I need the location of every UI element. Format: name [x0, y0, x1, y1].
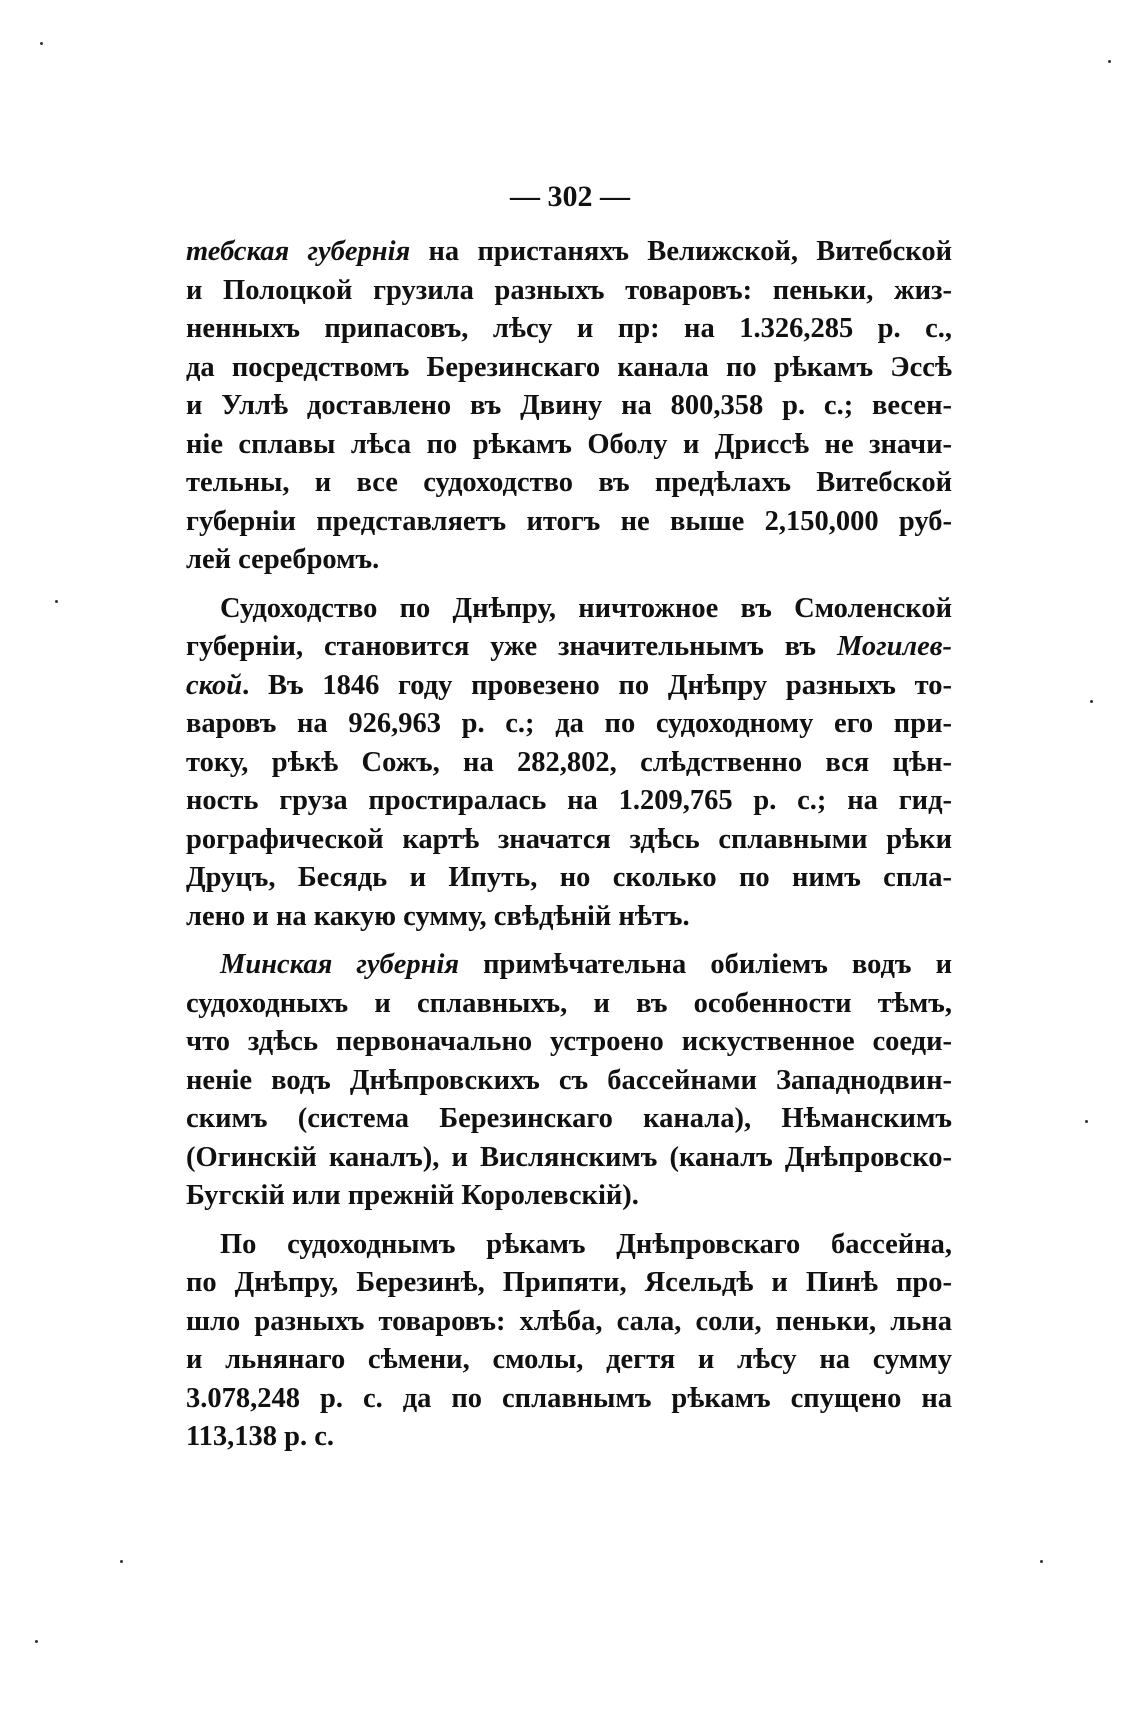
text-line	[186, 590, 952, 629]
italic-text: тебская губернія	[186, 236, 411, 267]
text-run: Бугскій или прежній Королевскій).	[186, 1180, 639, 1211]
text-line	[186, 541, 952, 580]
paragraph	[186, 1226, 952, 1457]
text-line	[186, 782, 952, 821]
scan-speck	[1108, 60, 1111, 63]
text-run: и Полоцкой грузила разныхъ товаровъ: пеньки, жиз-	[186, 274, 952, 306]
scan-speck	[1090, 700, 1093, 703]
text-run: току, рѣкѣ Сожъ, на 282,802, слѣдственно вся цѣн-	[186, 746, 952, 778]
text-run: ненныхъ припасовъ, лѣсу и пр: на 1.326,285 р. с.,	[186, 313, 952, 344]
text-line	[186, 898, 952, 937]
text-run: 113,138 р. с.	[186, 1421, 335, 1452]
text-line	[186, 1139, 952, 1178]
text-line	[186, 1303, 952, 1342]
text-line	[186, 821, 952, 860]
text-line	[186, 744, 952, 783]
scan-speck	[35, 1640, 38, 1643]
scan-speck	[1040, 1560, 1043, 1563]
text-line	[186, 667, 952, 706]
text-line	[186, 464, 952, 503]
text-line	[186, 1418, 952, 1457]
text-line	[186, 272, 952, 311]
italic-text: Могилев-	[836, 631, 952, 662]
text-run: рографической картѣ значатся здѣсь сплавными рѣки	[186, 823, 952, 855]
scan-speck	[55, 600, 58, 603]
text-line	[186, 1380, 952, 1419]
text-run: . Въ 1846 году провезено по Днѣпру разныхъ то-	[242, 669, 952, 701]
text-line	[186, 859, 952, 898]
text-run: примѣчательна обиліемъ водъ и	[459, 949, 952, 980]
text-run: да посредствомъ Березинскаго канала по рѣкамъ Эссѣ	[186, 351, 952, 383]
text-run: шло разныхъ товаровъ: хлѣба, сала, соли, пеньки, льна	[186, 1305, 952, 1337]
paragraph	[186, 590, 952, 937]
text-run: ность груза простиралась на 1.209,765 р. с.; на гид-	[186, 785, 952, 816]
text-line	[186, 1226, 952, 1265]
scan-speck	[1085, 1120, 1088, 1123]
body-text	[186, 233, 952, 1457]
text-line	[186, 1177, 952, 1216]
text-line	[186, 1100, 952, 1139]
text-run: и льнянаго сѣмени, смолы, дегтя и лѣсу на сумму	[186, 1344, 952, 1375]
paragraph	[186, 233, 952, 580]
text-run: по Днѣпру, Березинѣ, Припяти, Ясельдѣ и Пинѣ про-	[186, 1267, 952, 1298]
text-run: неніе водъ Днѣпровскихъ съ бассейнами Западнодвин-	[186, 1064, 952, 1096]
text-line	[186, 426, 952, 465]
italic-text: Минская губернія	[220, 949, 460, 980]
text-run: (Огинскій каналъ), и Вислянскимъ (каналъ Днѣпровско-	[186, 1141, 952, 1173]
text-run: варовъ на 926,963 р. с.; да по судоходному его при-	[186, 708, 952, 739]
text-run: губерніи представляетъ итогъ не выше 2,150,000 руб-	[186, 505, 952, 537]
text-line	[186, 985, 952, 1024]
text-run: на пристаняхъ Велижской, Витебской	[410, 236, 952, 267]
text-line	[186, 503, 952, 542]
text-line	[186, 705, 952, 744]
text-run: Судоходство по Днѣпру, ничтожное въ Смоленской	[220, 592, 952, 624]
paragraph	[186, 946, 952, 1216]
text-line	[186, 1264, 952, 1303]
text-run: что здѣсь первоначально устроено искуственное соеди-	[186, 1026, 952, 1057]
text-run: тельны, и все судоходство въ предѣлахъ Витебской	[186, 467, 952, 498]
text-run: 3.078,248 р. с. да по сплавнымъ рѣкамъ спущено на	[186, 1382, 952, 1414]
text-run: и Уллѣ доставлено въ Двину на 800,358 р. с.; весен-	[186, 390, 952, 421]
text-line	[186, 387, 952, 426]
scan-speck	[40, 42, 43, 45]
text-line	[186, 628, 952, 667]
text-line	[186, 233, 952, 272]
text-line	[186, 1341, 952, 1380]
text-run: лей серебромъ.	[186, 544, 380, 575]
text-run: скимъ (система Березинскаго канала), Нѣманскимъ	[186, 1103, 952, 1134]
text-run: Друцъ, Бесядь и Ипуть, но сколько по нимъ спла-	[186, 862, 952, 893]
page-number: — 302 —	[510, 180, 630, 213]
text-line	[186, 310, 952, 349]
text-run: лено и на какую сумму, свѣдѣній нѣтъ.	[186, 900, 690, 932]
text-line	[186, 1062, 952, 1101]
text-line	[186, 1023, 952, 1062]
text-run: судоходныхъ и сплавныхъ, и въ особенности тѣмъ,	[186, 987, 952, 1019]
text-line	[186, 349, 952, 388]
italic-text: ской	[186, 669, 243, 701]
scan-speck	[120, 1560, 123, 1563]
text-run: ніе сплавы лѣса по рѣкамъ Оболу и Дриссѣ не значи-	[186, 428, 952, 460]
text-line	[186, 946, 952, 985]
text-run: губерніи, становится уже значительнымъ въ	[186, 631, 837, 662]
text-run: По судоходнымъ рѣкамъ Днѣпровскаго бассейна,	[220, 1228, 952, 1260]
